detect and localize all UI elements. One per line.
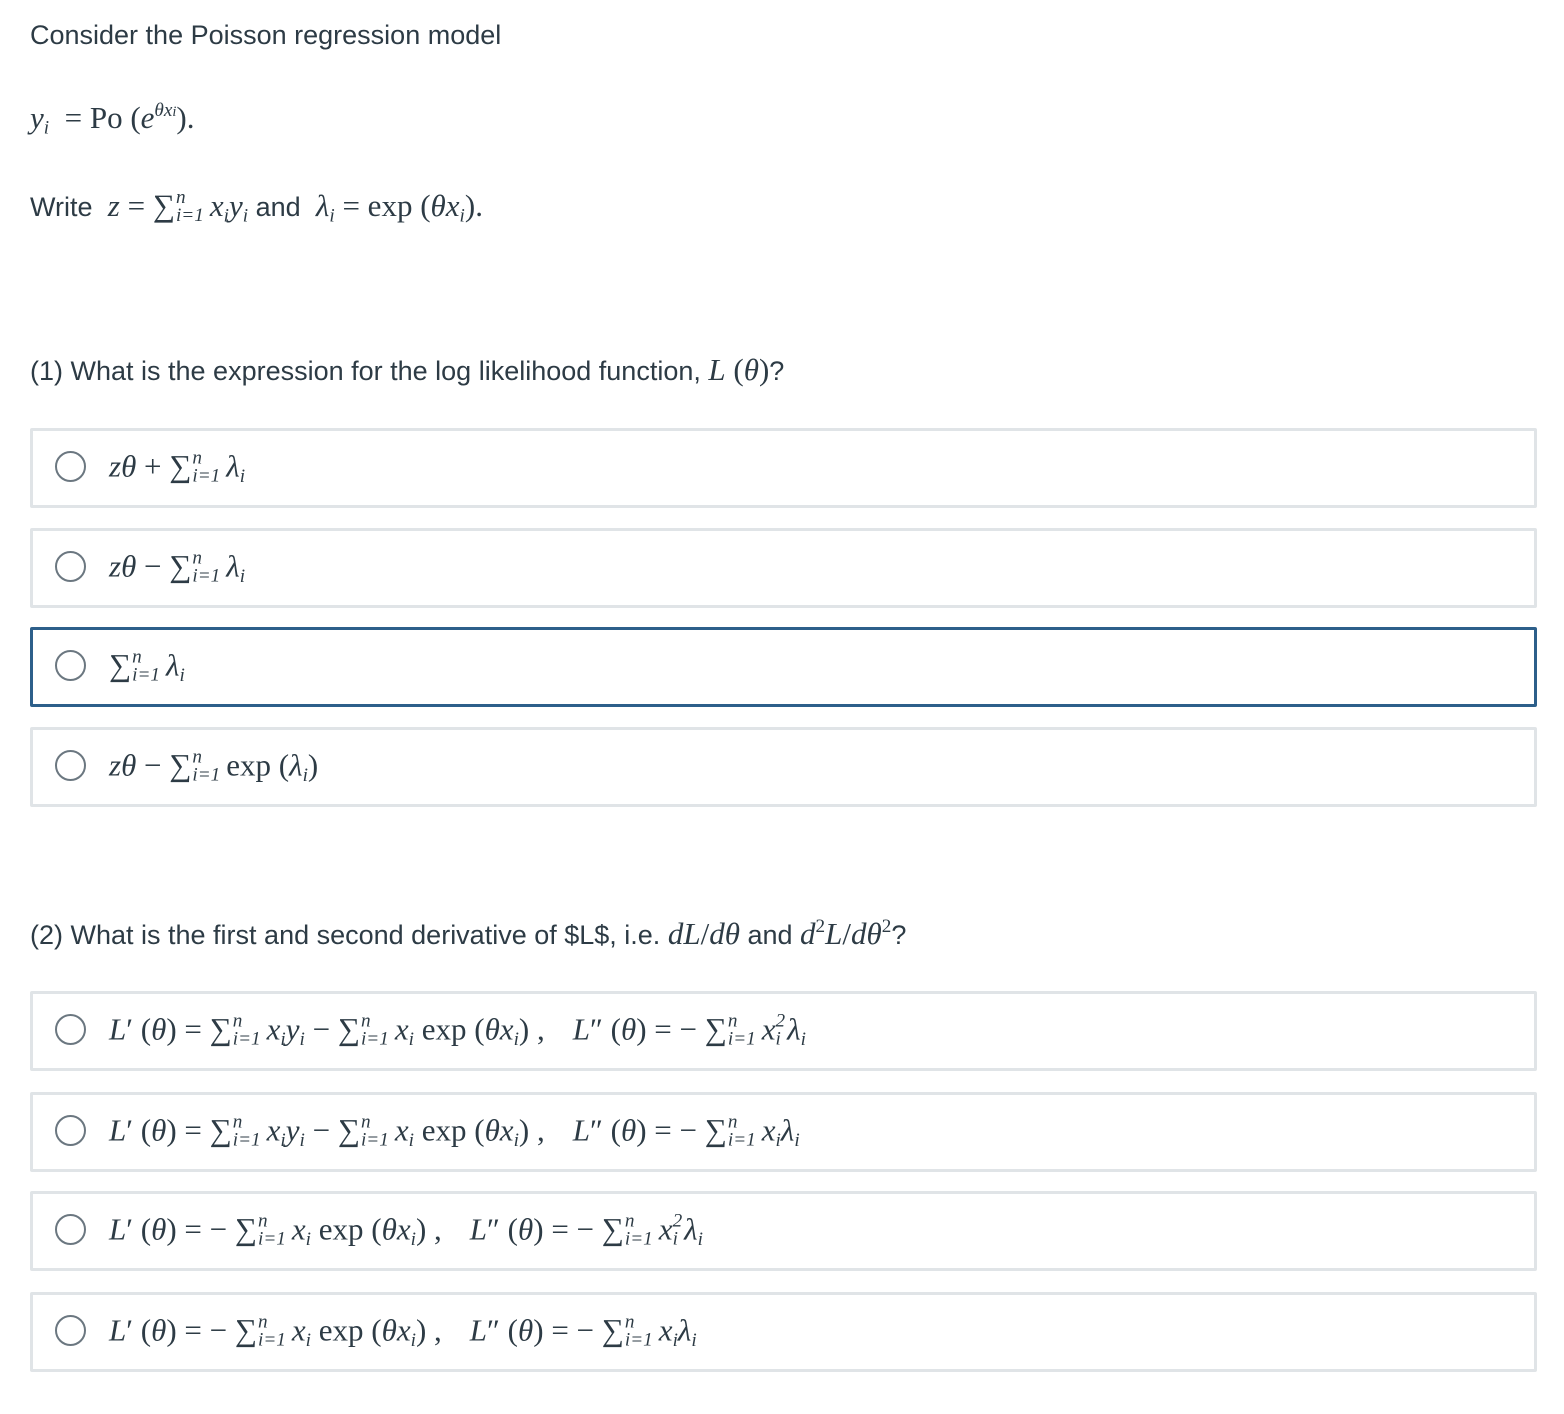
q2-option-a[interactable] [30, 991, 1537, 1071]
model-equation: $y_i = Po$ $(e^{\theta xi})$. [30, 100, 195, 139]
radio-button[interactable] [55, 1315, 86, 1346]
q2-option-c-formula: L′ (θ) = − ∑ n i=1 $x_i$ $\exp (\theta x_i)$ , L″ (θ) = − ∑ n i=1 x 2 i $\lambda_i$ [109, 1210, 703, 1251]
q1-option-a[interactable] [30, 428, 1537, 508]
write-label: Write [30, 192, 93, 222]
q1-option-c[interactable] [30, 627, 1537, 707]
q1-option-d[interactable] [30, 727, 1537, 807]
q2-option-c[interactable] [30, 1191, 1537, 1271]
q1-option-b[interactable] [30, 528, 1537, 608]
q1-option-c-formula: ∑ n i=1 $\lambda_i$ [109, 646, 185, 687]
q2-qmark: ? [891, 920, 907, 950]
and-label: and [255, 192, 301, 222]
q1-option-d-formula: zθ − ∑ n i=1 $\exp (\lambda_i)$ [109, 746, 319, 787]
q1-qmark: ? [769, 356, 785, 386]
q2-option-a-formula: L′ (θ) = ∑ n i=1 $x_iy_i$ − ∑ n i=1 $x_i$ $\exp (\theta x_i)$ , L″ (θ) = − ∑ n i=1 x 2 i $\lambda_i$ [109, 1010, 806, 1051]
radio-button[interactable] [55, 451, 86, 482]
radio-button[interactable] [55, 650, 86, 681]
radio-button[interactable] [55, 551, 86, 582]
q2-option-b[interactable] [30, 1092, 1537, 1172]
q2-question-text: (2) What is the first and second derivative of $L$, i.e. [30, 920, 661, 950]
intro-text: Consider the Poisson regression model [30, 20, 502, 50]
q1-question-text: (1) What is the expression for the log likelihood function, [30, 356, 701, 386]
q2-option-b-formula: L′ (θ) = ∑ n i=1 $x_iy_i$ − ∑ n i=1 $x_i$ $\exp (\theta x_i)$ , L″ (θ) = − ∑ n i=1 $x_i\lambda_i$ [109, 1111, 800, 1152]
definitions-line: Write z = ∑ n i=1 $x_iy_i$ and $\lambda_i = \exp (\theta x_i)$. [30, 186, 483, 227]
q1-option-b-formula: zθ − ∑ n i=1 $\lambda_i$ [109, 547, 246, 588]
radio-button[interactable] [55, 1014, 86, 1045]
q2-option-d-formula: L′ (θ) = − ∑ n i=1 $x_i$ $\exp (\theta x_i)$ , L″ (θ) = − ∑ n i=1 $x_i\lambda_i$ [109, 1311, 697, 1352]
q1-option-a-formula: zθ + ∑ n i=1 $\lambda_i$ [109, 447, 246, 488]
q2-option-d[interactable] [30, 1292, 1537, 1372]
q1-question: (1) What is the expression for the log likelihood function, L (θ)? [30, 352, 785, 387]
q2-and-label: and [747, 920, 793, 950]
radio-button[interactable] [55, 750, 86, 781]
radio-button[interactable] [55, 1115, 86, 1146]
radio-button[interactable] [55, 1214, 86, 1245]
q2-question: (2) What is the first and second derivative of $L$, i.e. dL/dθ and $d^2L/d\theta^2$? [30, 916, 907, 951]
